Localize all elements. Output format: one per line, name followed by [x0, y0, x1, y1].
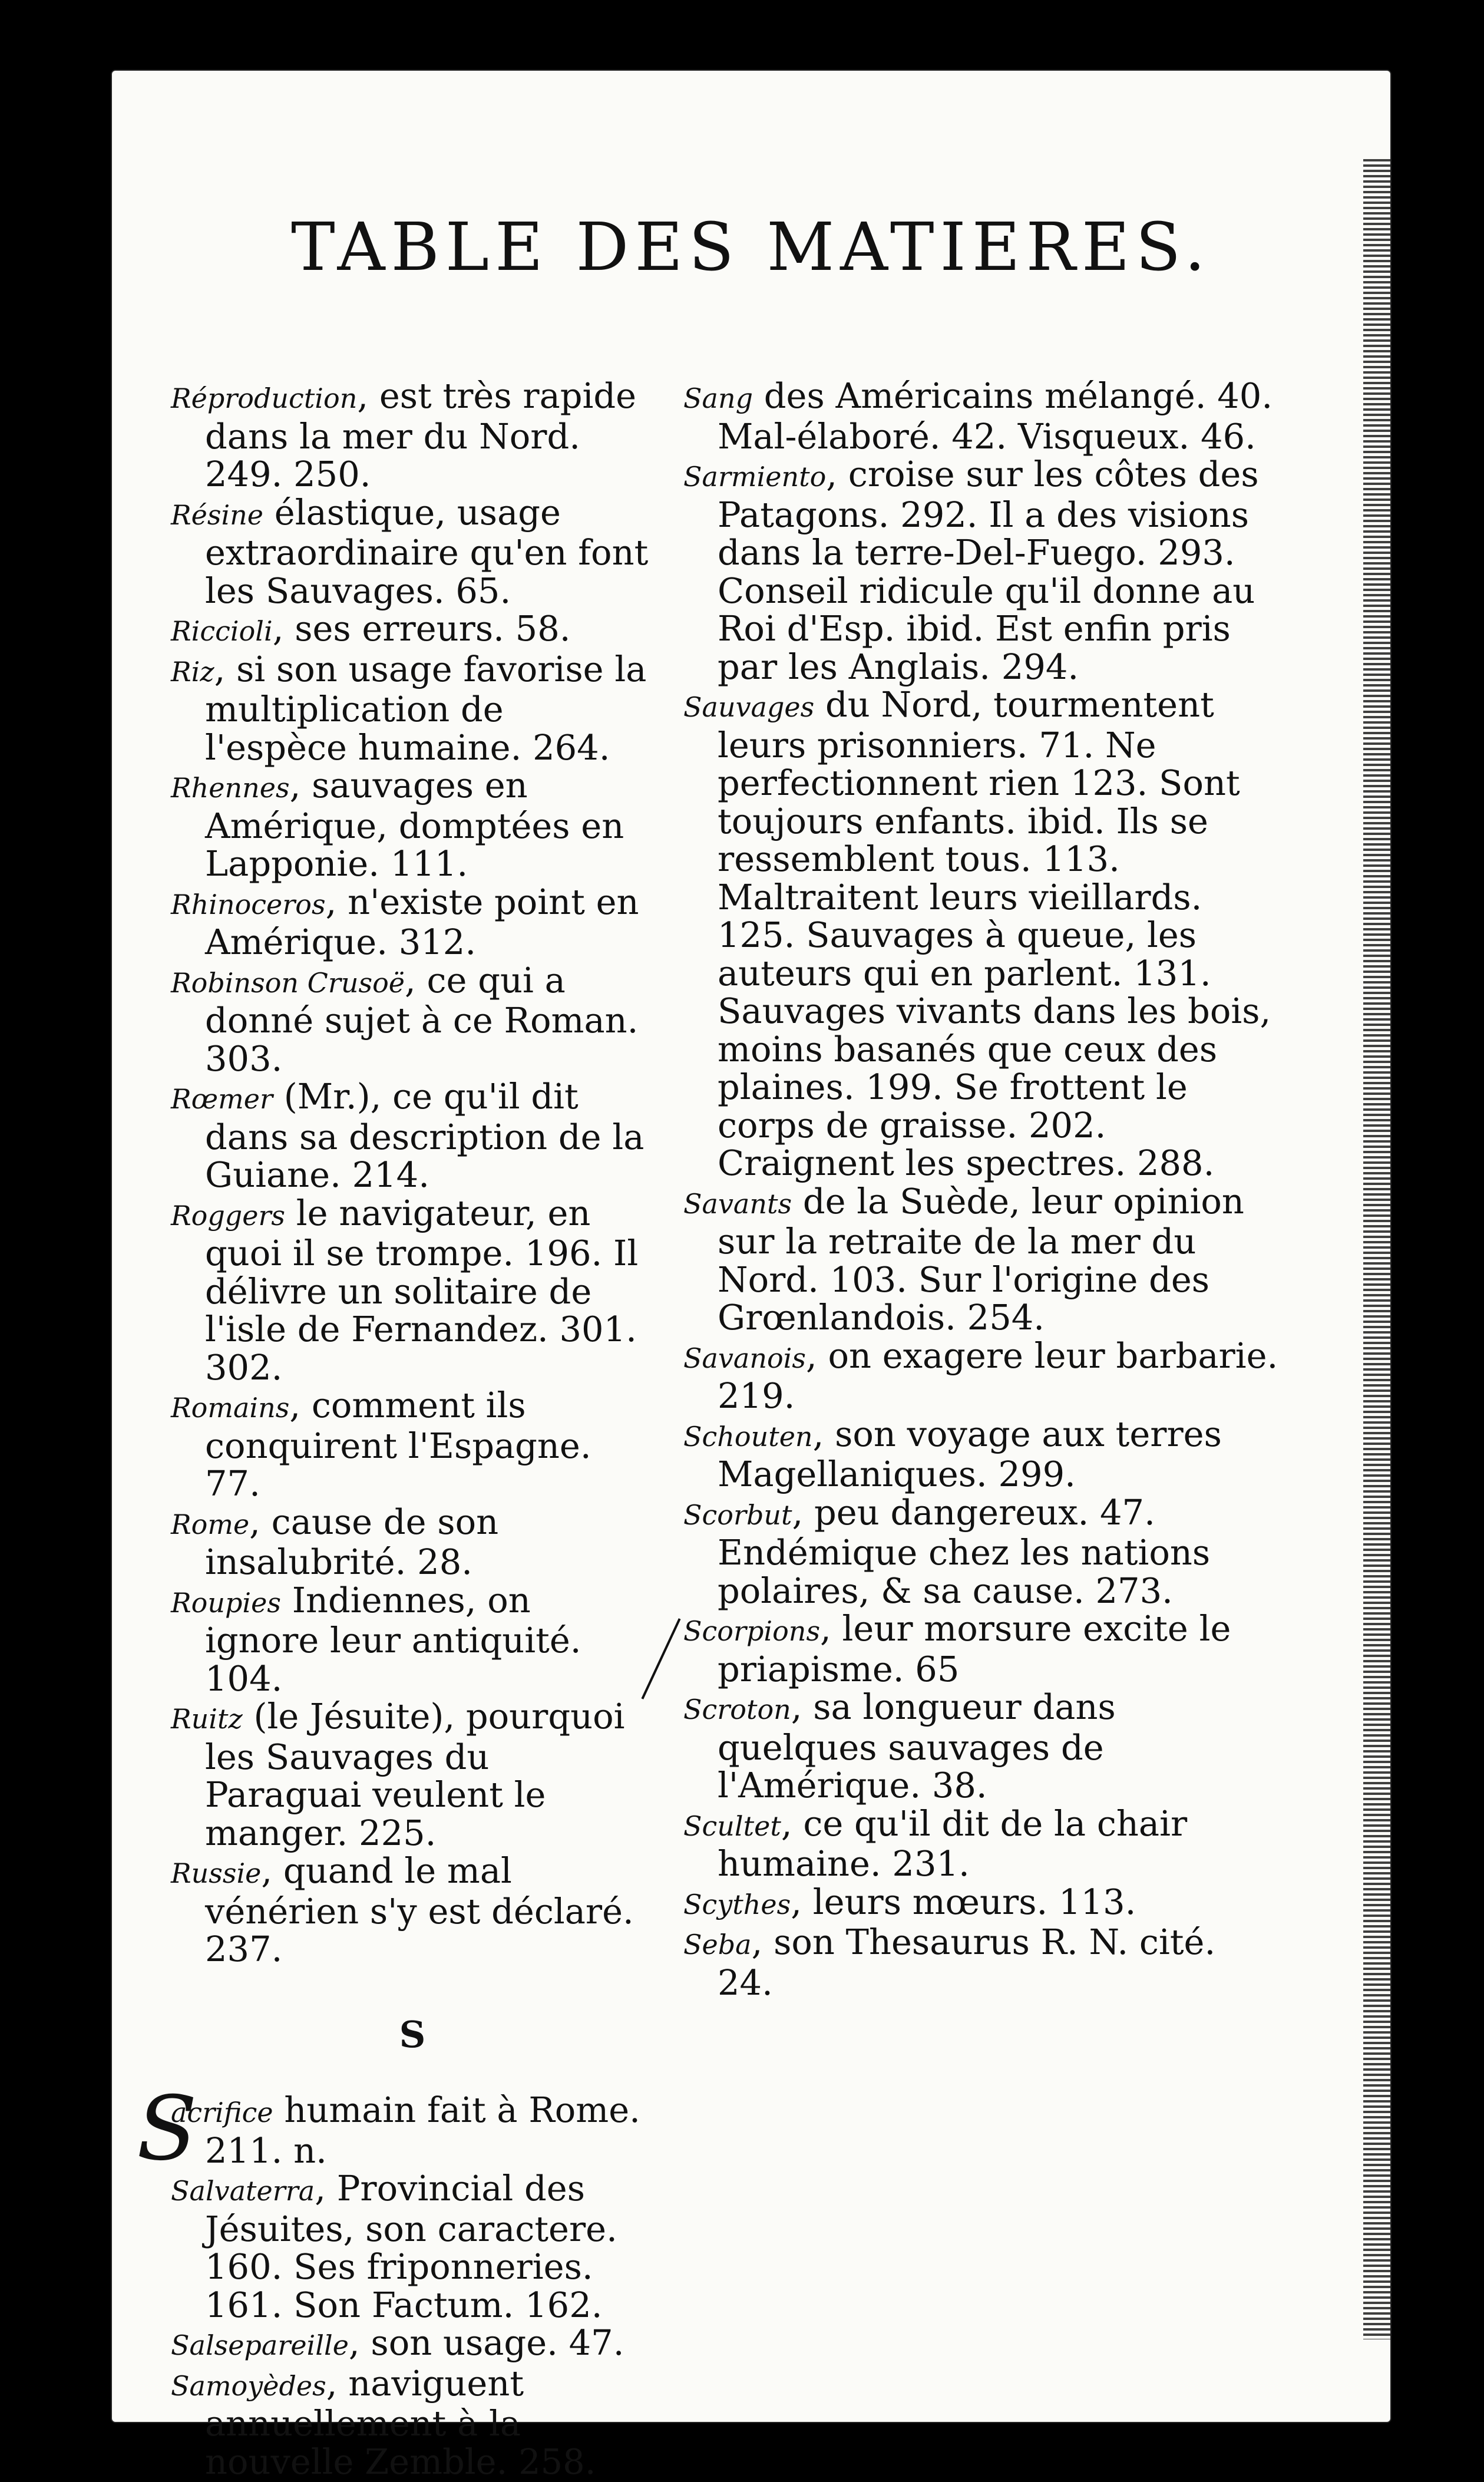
entry-headword: acrifice: [171, 2097, 273, 2128]
entry-text: , Provincial des Jésuites, son caractere. 160. Ses friponneries. 161. Son Factum. 162.: [205, 2168, 617, 2325]
entry-headword: Riccioli: [171, 615, 273, 647]
section-heading: S: [399, 2012, 426, 2056]
index-entry: [171, 610, 654, 651]
entry-headword: Rome: [171, 1508, 250, 1540]
entry-headword: Robinson Crusoë: [171, 966, 405, 999]
entry-headword: Schouten: [683, 1420, 813, 1453]
entry-text: humain fait à Rome. 211. n.: [205, 2090, 640, 2171]
entry-headword: Samoyèdes: [171, 2369, 326, 2402]
entry-headword: Sang: [683, 382, 753, 414]
index-entry: [683, 1805, 1278, 1883]
entry-headword: Roggers: [171, 1199, 286, 1232]
entry-text: (le Jésuite), pourquoi les Sauvages du Paraguai veulent le manger. 225.: [205, 1696, 625, 1853]
entry-headword: Rhennes: [171, 772, 290, 804]
entry-headword: Salvaterra: [171, 2175, 315, 2207]
index-entry: [171, 2324, 654, 2365]
entry-headword: Scorbut: [683, 1499, 792, 1531]
entry-headword: Ruitz: [171, 1703, 243, 1735]
entry-headword: Savants: [683, 1187, 792, 1220]
index-entry: [171, 1387, 654, 1503]
drop-cap: S: [137, 2078, 197, 2180]
index-entry: [171, 1698, 654, 1852]
entry-text: Indiennes, on ignore leur antiquité. 104.: [205, 1579, 581, 1699]
index-entry: [683, 1688, 1278, 1805]
entry-headword: Scultet: [683, 1810, 781, 1842]
index-entry: [683, 1180, 1278, 1338]
entry-text: des Américains mélangé. 40. Mal-élaboré. 42. Visqueux. 46.: [718, 375, 1273, 457]
page-title: TABLE DES MATIERES.: [291, 209, 1211, 286]
entry-text: , croise sur les côtes des Patagons. 292. Il a des visions dans la terre-Del-Fuego. 293. Conseil ridicule qu'il donne au Roi d'Esp. ibid. Est enfin pris par les Anglais. 294.: [718, 454, 1259, 687]
index-entry: [171, 1579, 654, 1699]
index-entry: [683, 1491, 1278, 1611]
entry-headword: Rhinoceros: [171, 888, 326, 920]
book-page: [112, 71, 1390, 2482]
entry-text: , n'existe point en Amérique. 312.: [205, 881, 639, 962]
page-fore-edge: [1363, 159, 1390, 2339]
entry-headword: Rœmer: [171, 1083, 273, 1115]
entry-text: de la Suède, leur opinion sur la retraite de la mer du Nord. 103. Sur l'origine des Grœnlandois. 254.: [718, 1180, 1244, 1338]
entry-headword: Romains: [171, 1392, 290, 1424]
right-column: [683, 377, 1278, 2002]
index-entry: [171, 2170, 654, 2324]
index-entry: [171, 883, 654, 962]
index-entry: [171, 1078, 654, 1194]
entry-text: du Nord, tourmentent leurs prisonniers. 71. Ne perfectionnent rien 123. Sont toujours enfants. ibid. Ils se ressemblent tous. 113. Maltraitent leurs vieillards. 125. Sauvages à queue, les auteurs qui en parlent. 131. Sauvages vivants dans les bois, moins basanés que ceux des plaines. 199. Se frottent le corps de graisse. 202. Craignent les spectres. 288.: [718, 684, 1271, 1183]
index-entry: [171, 648, 654, 768]
entry-text: , on exagere leur barbarie. 219.: [718, 1335, 1278, 1416]
index-entry: [683, 1923, 1278, 2002]
entry-text: , cause de son insalubrité. 28.: [205, 1501, 499, 1582]
index-entry: [171, 2362, 654, 2482]
entry-text: le navigateur, en quoi il se trompe. 196. Il délivre un solitaire de l'isle de Fernandez. 301. 302.: [205, 1192, 639, 1388]
entry-text: , sa longueur dans quelques sauvages de l'Amérique. 38.: [718, 1686, 1116, 1806]
entry-headword: Réproduction: [171, 382, 358, 414]
entry-text: , ce qu'il dit de la chair humaine. 231.: [718, 1803, 1188, 1884]
entry-headword: Seba: [683, 1929, 752, 1960]
entry-headword: Sarmiento: [683, 461, 827, 493]
left-s-entry-list: [137, 2078, 654, 2482]
entry-text: , comment ils conquirent l'Espagne. 77.: [205, 1385, 591, 1504]
entry-headword: Résine: [171, 499, 264, 531]
entry-text: , est très rapide dans la mer du Nord. 249. 250.: [205, 375, 637, 494]
entry-headword: Savanois: [683, 1342, 806, 1374]
index-entry: [683, 377, 1278, 456]
index-entry: [683, 1337, 1278, 1415]
entry-headword: Scythes: [683, 1888, 791, 1920]
entry-text: élastique, usage extraordinaire qu'en font les Sauvages. 65.: [205, 491, 649, 611]
entry-text: , son Thesaurus R. N. cité. 24.: [718, 1922, 1216, 2003]
entry-text: , quand le mal vénérien s'y est déclaré. 237.: [205, 1850, 634, 1969]
entry-text: , sauvages en Amérique, domptées en Lapponie. 111.: [205, 765, 624, 884]
index-entry: [171, 491, 654, 611]
entry-text: , leurs mœurs. 113.: [791, 1881, 1136, 1922]
index-entry: [171, 1194, 654, 1387]
left-entry-list: [171, 377, 654, 1969]
entry-headword: Riz: [171, 655, 214, 688]
entry-text: , ses erreurs. 58.: [272, 608, 571, 649]
entry-text: , leur morsure excite le priapisme. 65: [718, 1608, 1231, 1689]
index-entry: [683, 686, 1278, 1183]
index-entry: [171, 959, 654, 1079]
entry-headword: Roupies: [171, 1586, 281, 1619]
entry-text: , son usage. 47.: [348, 2322, 624, 2363]
entry-text: , naviguent annuellement à la nouvelle Zemble. 258.: [205, 2362, 596, 2482]
entry-text: (Mr.), ce qu'il dit dans sa description de la Guiane. 214.: [205, 1076, 645, 1195]
entry-headword: Sauvages: [683, 691, 815, 723]
index-entry: [171, 767, 654, 883]
index-entry: [683, 1415, 1278, 1494]
right-entry-list: [683, 377, 1278, 2002]
index-entry: [171, 1503, 654, 1582]
index-entry: [683, 1883, 1278, 1924]
entry-headword: Salsepareille: [171, 2329, 349, 2361]
entry-headword: Scroton: [683, 1694, 791, 1725]
index-entry: [171, 1852, 654, 1969]
entry-text: , si son usage favorise la multiplication de l'espèce humaine. 264.: [205, 648, 647, 768]
entry-text: , peu dangereux. 47. Endémique chez les nations polaires, & sa cause. 273.: [718, 1491, 1211, 1611]
index-entry: [171, 377, 654, 494]
left-column: [137, 375, 654, 2482]
index-entry: [683, 456, 1278, 686]
entry-text: , ce qui a donné sujet à ce Roman. 303.: [205, 959, 639, 1079]
page-edge-shadow: [74, 66, 85, 2423]
entry-headword: Scorpions: [683, 1615, 821, 1647]
entry-text: , son voyage aux terres Magellaniques. 299.: [718, 1413, 1222, 1494]
entry-headword: Russie: [171, 1857, 262, 1889]
index-entry: [137, 2078, 654, 2180]
index-entry: [683, 1610, 1278, 1688]
